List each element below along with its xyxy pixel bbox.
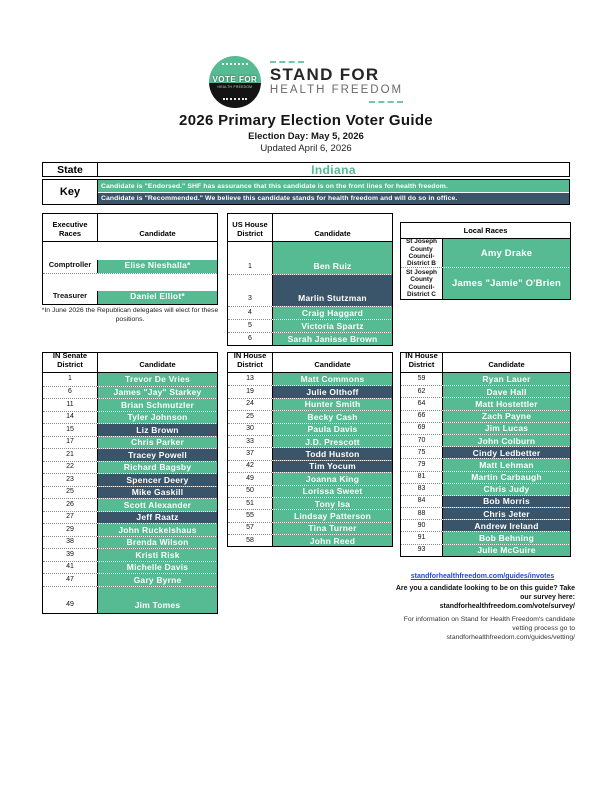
candidate-cell: Ben Ruiz [273,242,392,274]
race-row [228,373,392,385]
race-row [43,548,217,561]
brand-name-line1: STAND FOR [269,65,380,85]
shf-logo [0,56,612,108]
candidate-cell: Jim Tomes [98,587,217,613]
district-column-header: Executive Races [43,214,98,241]
candidate-cell: John Reed [273,535,392,546]
race-row [228,485,392,497]
local-header [401,223,570,239]
candidate-cell: Martin Carbaugh [443,472,570,483]
district-cell: 19 [228,386,273,397]
district-cell: 37 [228,448,273,459]
candidate-cell: Ryan Lauer [443,373,570,385]
candidate-cell: John Ruckelshaus [98,524,217,536]
district-cell: 38 [43,537,98,549]
candidate-cell: Scott Alexander [98,499,217,511]
district-cell: 30 [228,424,273,435]
candidate-column-header: Candidate [314,229,351,238]
district-column-header: IN House District [401,353,443,372]
executive-header [43,214,217,242]
district-column-header: IN House District [228,353,273,372]
footer-notes [390,573,575,643]
candidate-cell: Becky Cash [273,411,392,422]
district-cell: Comptroller [43,260,98,273]
local-races-table [400,222,571,300]
district-cell: 75 [401,447,443,458]
candidate-cell: Elise Nieshalla* [98,260,217,273]
race-row [228,332,392,345]
race-row [228,522,392,534]
district-cell: 93 [401,545,443,556]
table-title: Local Races [463,226,508,235]
candidate-cell: Bob Morris [443,496,570,507]
candidate-cell: Gary Byrne [98,574,217,586]
district-cell: 49 [228,473,273,484]
candidate-cell: Andrew Ireland [443,520,570,531]
district-cell: 23 [43,474,98,486]
district-cell: 69 [401,423,443,434]
district-cell: 26 [43,499,98,511]
state-value: Indiana [311,162,356,177]
race-row [43,473,217,486]
badge-vote-for-text: VOTE FOR [212,75,258,84]
candidate-column-header: Candidate [139,229,176,238]
race-row [228,385,392,397]
candidate-cell: Brenda Wilson [98,537,217,549]
candidate-cell: Cindy Ledbetter [443,447,570,458]
race-row [401,373,570,385]
candidate-cell: Mike Gaskill [98,487,217,499]
district-cell: Treasurer [43,291,98,304]
candidate-cell: Julie McGuire [443,545,570,556]
brand-name-line2: HEALTH FREEDOM [269,84,404,97]
executive-races-footnote: *In June 2026 the Republican delegates will elect for these positions. [41,307,219,323]
race-row [228,410,392,422]
race-row [43,573,217,586]
key-recommended-row: Candidate is "Recommended." We believe this candidate stands for health freedom and will do so in office. [98,192,569,204]
district-cell: 29 [43,524,98,536]
district-cell: 79 [401,459,443,470]
candidate-cell: J.D. Prescott [273,436,392,447]
district-cell: 84 [401,496,443,507]
candidate-cell: Lindsay Patterson [273,510,392,521]
district-column-header: US House District [228,214,273,241]
candidate-cell: Richard Bagsby [98,462,217,474]
candidate-cell: Lorissa Sweet [273,486,392,497]
candidate-cell: Chris Jeter [443,508,570,519]
us_house-header [228,214,392,242]
district-cell: 1 [228,242,273,274]
race-row [43,586,217,613]
election-day-subtitle: Election Day: May 5, 2026 [248,131,364,142]
race-row [401,544,570,556]
race-row [401,471,570,483]
race-row [43,448,217,461]
district-cell: 83 [401,484,443,495]
race-row [401,397,570,409]
district-cell: 39 [43,549,98,561]
race-row [43,398,217,411]
race-row [401,239,570,267]
badge-dots-decoration [222,63,248,65]
district-cell: 6 [43,387,98,399]
candidate-cell: Matt Hostettler [443,398,570,409]
race-row [401,422,570,434]
candidate-cell: Joanna King [273,473,392,484]
candidate-cell: James "Jay" Starkey [98,387,217,399]
candidate-column-header: Candidate [314,360,351,369]
wordmark-dash-decoration [369,101,403,103]
key-endorsed-row: Candidate is "Endorsed." SHF has assurance that this candidate is on the front lines for health freedom. [98,180,569,192]
in_senate-header [43,353,217,373]
district-cell: 59 [401,373,443,385]
guide-link[interactable]: standforhealthfreedom.com/guides/invotes [410,573,555,580]
district-cell: 27 [43,512,98,524]
race-row [228,509,392,521]
race-row [228,460,392,472]
district-cell: 66 [401,411,443,422]
race-row [43,498,217,511]
district-column-header: IN Senate District [43,353,98,372]
candidate-cell: Paula Davis [273,424,392,435]
race-row [43,273,217,304]
race-row [43,511,217,524]
executive-races-table [42,213,218,305]
district-cell: 70 [401,435,443,446]
district-cell: 47 [43,574,98,586]
race-row [228,472,392,484]
district-cell: 64 [401,398,443,409]
race-row [401,385,570,397]
candidate-cell: Trevor De Vries [98,373,217,386]
candidate-cell: Michelle Davis [98,562,217,574]
race-row [228,447,392,459]
candidate-cell: Marlin Stutzman [273,275,392,306]
in-senate-district-table [42,352,218,614]
badge-dots-decoration [223,98,247,100]
candidate-cell: James "Jamie" O'Brien [443,268,570,299]
candidate-cell: Victoria Spartz [273,320,392,332]
race-row [228,274,392,306]
in_house_b-header [401,353,570,373]
district-cell: 51 [228,498,273,509]
candidate-cell: Bob Behning [443,532,570,543]
district-cell: 13 [228,373,273,385]
candidate-column-header: Candidate [139,360,176,369]
candidate-cell: Tony Isa [273,498,392,509]
race-row [401,519,570,531]
candidate-cell: Hunter Smith [273,399,392,410]
candidate-cell: Tim Yocum [273,461,392,472]
shf-wordmark [270,61,403,103]
candidate-cell: Kristi Risk [98,549,217,561]
candidate-cell: Amy Drake [443,239,570,267]
race-row [401,267,570,299]
race-row [228,534,392,546]
race-row [43,386,217,399]
race-row [401,410,570,422]
district-cell: 42 [228,461,273,472]
updated-date-subtitle: Updated April 6, 2026 [260,143,352,154]
district-cell: 11 [43,399,98,411]
candidate-cell: Tracey Powell [98,449,217,461]
district-cell: 1 [43,373,98,386]
race-row [228,435,392,447]
key-legend [42,179,570,205]
candidate-cell: Zach Payne [443,411,570,422]
district-cell: 14 [43,412,98,424]
district-cell: 55 [228,510,273,521]
wordmark-dash-decoration [270,61,304,63]
candidate-cell: Todd Huston [273,448,392,459]
race-row [228,306,392,319]
race-row [401,531,570,543]
district-cell: 57 [228,523,273,534]
candidate-cell: Daniel Elliot* [98,291,217,304]
race-row [401,458,570,470]
candidate-cell: Brian Schmutzler [98,399,217,411]
district-cell: 5 [228,320,273,332]
race-row [43,461,217,474]
district-cell: 50 [228,486,273,497]
race-row [228,497,392,509]
district-cell: St Joseph County Council-District C [401,268,443,299]
vote-for-health-freedom-badge-icon [209,56,261,108]
key-rows [98,180,569,204]
candidate-cell: Jeff Raatz [98,512,217,524]
state-row [42,162,570,177]
district-cell: 22 [43,462,98,474]
race-row [401,446,570,458]
vetting-process-note: For information on Stand for Health Freedom's candidate vetting process go to standforhealthfreedom.com/guides/vetting/ [403,616,575,641]
district-cell: 3 [228,275,273,306]
district-cell: 4 [228,307,273,319]
race-row [401,483,570,495]
candidate-cell: Sarah Janisse Brown [273,333,392,345]
race-row [228,423,392,435]
district-cell: 15 [43,424,98,436]
race-row [228,398,392,410]
in-house-district-table-2 [400,352,571,557]
district-cell: 81 [401,472,443,483]
district-cell: 6 [228,333,273,345]
candidate-cell: Dave Hall [443,386,570,397]
state-label: State [43,163,98,176]
race-row [43,373,217,386]
district-cell: 41 [43,562,98,574]
race-row [43,486,217,499]
district-cell: 24 [228,399,273,410]
badge-health-freedom-text: HEALTH FREEDOM [217,85,253,89]
district-cell: 49 [43,587,98,613]
candidate-cell: Spencer Deery [98,474,217,486]
candidate-cell: Craig Haggard [273,307,392,319]
candidate-column-header: Candidate [488,360,525,369]
district-cell: 25 [43,487,98,499]
district-cell: 33 [228,436,273,447]
race-row [43,523,217,536]
candidate-cell: John Colburn [443,435,570,446]
race-row [43,536,217,549]
district-cell: 17 [43,437,98,449]
race-row [43,561,217,574]
race-row [401,495,570,507]
candidate-cell: Julie Olthoff [273,386,392,397]
district-cell: 58 [228,535,273,546]
race-row [43,242,217,273]
us-house-district-table [227,213,393,346]
in-house-district-table-1 [227,352,393,547]
race-row [43,411,217,424]
in_house_a-header [228,353,392,373]
candidate-cell: Matt Commons [273,373,392,385]
race-row [401,507,570,519]
candidate-cell: Matt Lehman [443,459,570,470]
race-row [43,423,217,436]
district-cell: 62 [401,386,443,397]
race-row [43,436,217,449]
race-row [228,242,392,274]
candidate-cell: Chris Judy [443,484,570,495]
district-cell: 88 [401,508,443,519]
district-cell: 91 [401,532,443,543]
district-cell: 90 [401,520,443,531]
candidate-cell: Chris Parker [98,437,217,449]
race-row [228,319,392,332]
page-title: 2026 Primary Election Voter Guide [179,112,433,129]
district-cell: St Joseph County Council-District B [401,239,443,267]
key-label: Key [43,180,98,204]
candidate-cell: Tina Turner [273,523,392,534]
race-row [401,434,570,446]
candidate-survey-note: Are you a candidate looking to be on this guide? Take our survey here: standforhealthfreedom.com/vote/survey/ [395,585,575,611]
candidate-cell: Liz Brown [98,424,217,436]
candidate-cell: Jim Lucas [443,423,570,434]
district-cell: 21 [43,449,98,461]
district-cell: 25 [228,411,273,422]
candidate-cell: Tyler Johnson [98,412,217,424]
